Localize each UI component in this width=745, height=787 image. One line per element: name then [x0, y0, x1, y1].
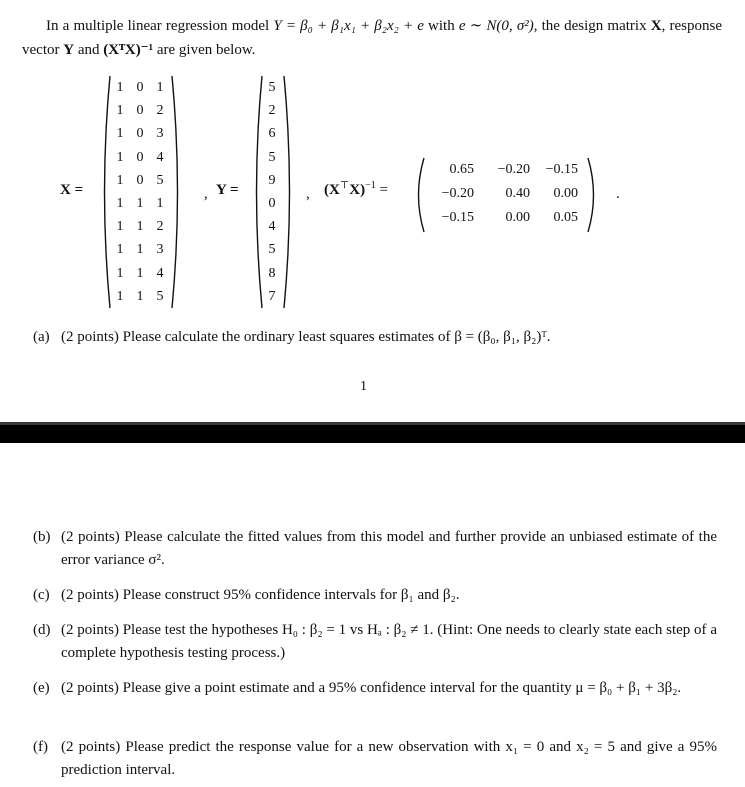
question-c: [33, 584, 717, 607]
y-vector-cell: 5: [268, 80, 276, 95]
x-matrix-cell: 3: [156, 126, 164, 142]
x-matrix-cell: 1: [116, 172, 124, 188]
question-b: [33, 526, 717, 572]
y-vector-cell: 5: [268, 242, 276, 258]
question-e: [33, 677, 717, 700]
x-matrix-cell: 0: [136, 126, 144, 142]
intro-text-3: , the design matrix: [533, 18, 651, 34]
x-matrix-cell: 1: [136, 242, 144, 258]
question-label: (e): [33, 680, 50, 696]
inverse-matrix-cell: 0.00: [505, 210, 530, 225]
inverse-left-paren: [412, 156, 426, 234]
intro-text-6: are given below.: [153, 42, 256, 58]
x-matrix-cell: 1: [116, 126, 124, 142]
x-right-paren: [170, 74, 184, 310]
question-label: (d): [33, 622, 51, 638]
inverse-matrix-cell: 0.65: [449, 162, 474, 177]
y-vector-cell: 6: [268, 126, 276, 142]
x-matrix-cell: 1: [136, 219, 144, 235]
x-matrix-cell: 1: [136, 288, 144, 304]
x-matrix-cell: 5: [156, 172, 164, 188]
x-matrix-cell: 1: [116, 80, 124, 95]
x-matrix-cell: 2: [156, 219, 164, 235]
y-vector-cell: 0: [268, 195, 276, 211]
x-matrix-cell: 1: [116, 103, 124, 119]
design-matrix-symbol: X: [650, 18, 662, 34]
inverse-matrix-symbol: (XᵀX)⁻¹: [103, 42, 154, 58]
question-label: (a): [33, 329, 50, 345]
x-matrix-cell: 1: [136, 195, 144, 211]
x-matrix-cell: 1: [156, 80, 164, 95]
x-matrix-cell: 1: [116, 195, 124, 211]
inverse-matrix: [426, 158, 578, 230]
x-matrix-cell: 1: [136, 265, 144, 281]
problem-intro: [22, 14, 722, 62]
question-text: (2 points) Please calculate the ordinary least squares estimates of β = (β₀, β₁, β₂)ᵀ.: [61, 329, 551, 345]
inverse-matrix-cell: 0.00: [553, 186, 578, 201]
y-vector-label: Y =: [216, 182, 239, 198]
question-text: (2 points) Please give a point estimate and a 95% confidence interval for the quantity μ = β₀ + β₁ + 3β₂.: [61, 680, 682, 696]
x-matrix-cell: 5: [156, 288, 164, 304]
x-matrix-cell: 1: [116, 219, 124, 235]
model-equation: Y = β₀ + β₁x₁ + β₂x₂ + e: [273, 18, 424, 34]
y-vector-cell: 4: [268, 219, 276, 235]
x-matrix-cell: 1: [116, 288, 124, 304]
matrix-end-period: .: [616, 186, 620, 202]
question-text: (2 points) Please test the hypotheses H₀ : β₂ = 1 vs Hₐ : β₂ ≠ 1. (Hint: One needs to clearly state each step of a complete hypothesis testing process.): [61, 622, 717, 661]
question-text: (2 points) Please predict the response value for a new observation with x₁ = 0 and x₂ = 5 and give a 95% prediction interval.: [61, 739, 717, 778]
question-a: [33, 326, 717, 349]
x-matrix-cell: 2: [156, 103, 164, 119]
x-matrix-label: X =: [60, 182, 84, 198]
x-matrix-cell: 1: [116, 242, 124, 258]
x-matrix-cell: 1: [116, 265, 124, 281]
separator-comma-1: ,: [204, 186, 208, 202]
matrix-display: [60, 74, 700, 314]
x-matrix-cell: 1: [156, 195, 164, 211]
intro-text-4: , response vector: [22, 18, 722, 58]
response-vector-symbol: Y: [63, 42, 75, 58]
y-vector-cell: 5: [268, 149, 276, 165]
separator-comma-2: ,: [306, 186, 310, 202]
question-d: [33, 619, 717, 665]
page-divider: [0, 422, 745, 443]
question-f: [33, 736, 717, 782]
page-number: 1: [360, 379, 367, 394]
x-matrix-cell: 0: [136, 103, 144, 119]
intro-text-1: In a multiple linear regression model: [46, 18, 274, 34]
inverse-matrix-cell: −0.20: [497, 162, 530, 177]
response-vector: [260, 76, 284, 308]
y-vector-cell: 2: [268, 103, 276, 119]
y-vector-cell: 9: [268, 172, 276, 188]
x-matrix-cell: 0: [136, 172, 144, 188]
x-matrix-cell: 3: [156, 242, 164, 258]
inverse-matrix-cell: −0.20: [441, 186, 474, 201]
inverse-matrix-cell: −0.15: [441, 210, 474, 225]
inverse-matrix-label: $(X^⊤X)^{-1}$ =: [324, 180, 388, 198]
y-vector-cell: 7: [268, 288, 276, 304]
y-vector-cell: 8: [268, 265, 276, 281]
page-2: [0, 443, 745, 787]
x-matrix-cell: 1: [116, 149, 124, 165]
y-right-paren: [282, 74, 296, 310]
inverse-matrix-cell: 0.05: [553, 210, 578, 225]
inverse-right-paren: [586, 156, 600, 234]
question-text: (2 points) Please calculate the fitted values from this model and further provide an unbiased estimate of the error variance σ².: [61, 529, 717, 568]
inverse-matrix-cell: −0.15: [545, 162, 578, 177]
x-matrix-cell: 0: [136, 80, 144, 95]
intro-text-5: and: [74, 42, 104, 58]
intro-text-2: with: [423, 18, 459, 34]
question-label: (f): [33, 739, 48, 755]
x-matrix-cell: 4: [156, 265, 164, 281]
inverse-matrix-cell: 0.40: [505, 186, 530, 201]
design-matrix: [110, 76, 170, 308]
question-label: (b): [33, 529, 51, 545]
question-label: (c): [33, 587, 50, 603]
x-matrix-cell: 0: [136, 149, 144, 165]
error-distribution: e ∼ N(0, σ²): [458, 18, 534, 34]
question-text: (2 points) Please construct 95% confidence intervals for β₁ and β₂.: [61, 587, 460, 603]
x-matrix-cell: 4: [156, 149, 164, 165]
